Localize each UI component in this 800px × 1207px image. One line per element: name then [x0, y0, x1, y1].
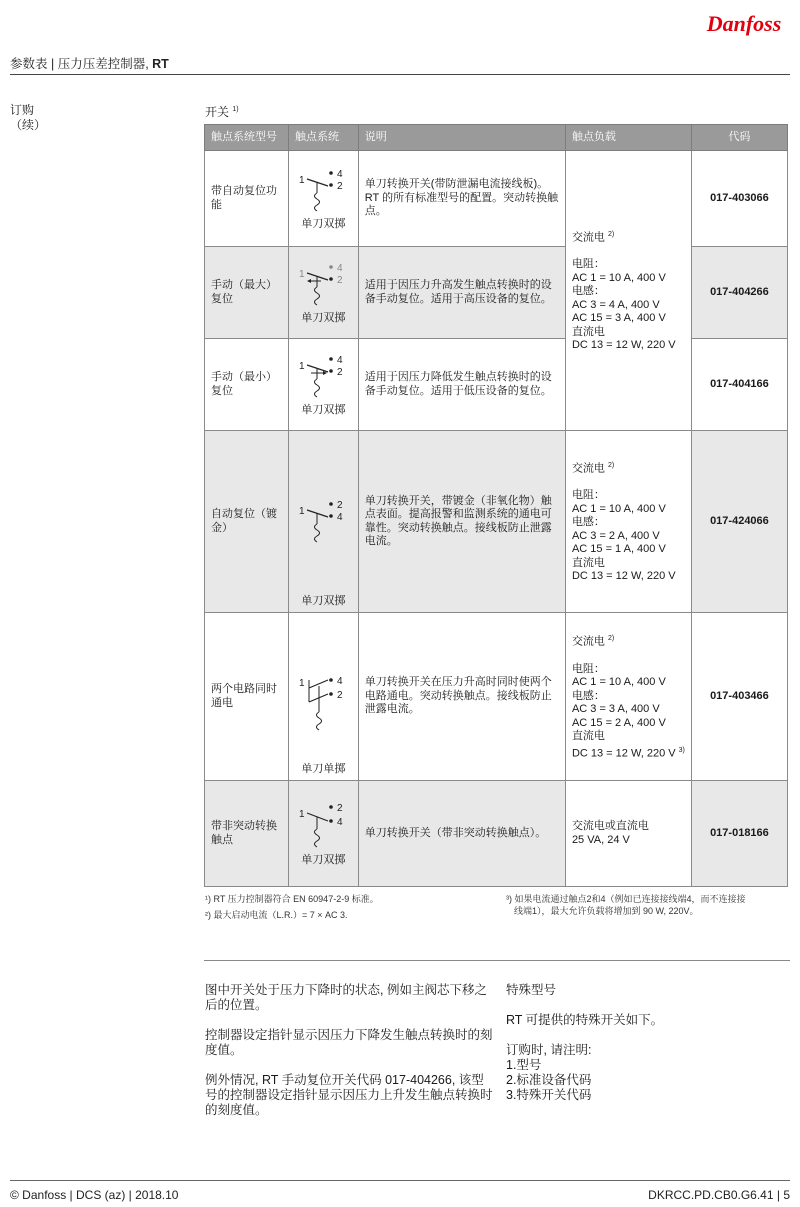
footer-doc-code: DKRCC.PD.CB0.G6.41 | 5 [648, 1188, 790, 1202]
table-row [205, 431, 788, 613]
table-row [205, 781, 788, 887]
footer-copyright: © Danfoss | DCS (az) | 2018.10 [10, 1188, 179, 1202]
svg-text:1: 1 [299, 175, 305, 187]
col-header-system: 触点系统 [288, 125, 358, 151]
row-type: 自动复位（镀金） [205, 431, 289, 613]
spdt-diagram-icon [297, 165, 349, 215]
load-cell-group3: 交流电 $^{2)}$ 电阻： AC 1 = 10 A, 400 V 电感： AC 3 = 3 A, 400 V AC 15 = 2 A, 400 V 直流电 DC 13 = 12 W, 220 V $^{3)}$ [565, 613, 691, 781]
col-header-load: 触点负载 [565, 125, 691, 151]
svg-text:4: 4 [337, 511, 343, 523]
col-header-type: 触点系统型号 [205, 125, 289, 151]
row-type: 带非突动转换触点 [205, 781, 289, 887]
row-description: 单刀转换开关在压力升高时同时使两个电路通电。突动转换触点。接线板防止泄露电流。 [358, 613, 565, 781]
notes-right [506, 983, 790, 1103]
table-row [205, 339, 788, 431]
svg-text:2: 2 [337, 689, 343, 701]
section-title: 开关 $^{1)}$ [205, 105, 239, 119]
table-row [205, 613, 788, 781]
special-models-title: 特殊型号 [506, 983, 557, 997]
svg-text:4: 4 [337, 263, 343, 275]
row-type: 手动（最小）复位 [205, 339, 289, 431]
diagram-caption: 单刀双掷 [301, 218, 346, 231]
row-code: 017-403466 [691, 613, 787, 781]
svg-text:4: 4 [337, 817, 343, 829]
contact-diagram [288, 151, 358, 247]
spdt-gold-diagram-icon [297, 496, 349, 546]
row-code: 017-404166 [691, 339, 787, 431]
row-description: 适用于因压力升高发生触点转换时的设备手动复位。适用于高压设备的复位。 [358, 247, 565, 339]
row-description: 适用于因压力降低发生触点转换时的设备手动复位。适用于低压设备的复位。 [358, 339, 565, 431]
svg-text:1: 1 [299, 269, 305, 281]
svg-text:4: 4 [337, 675, 343, 687]
order-item: 1.型号 [506, 1058, 542, 1072]
row-type: 手动（最大）复位 [205, 247, 289, 339]
logo-wordmark: Danfoss [706, 11, 782, 36]
spdt-min-reset-diagram-icon [297, 351, 349, 401]
page-title: 参数表 | 压力压差控制器, RT [10, 57, 169, 71]
col-header-code: 代码 [691, 125, 787, 151]
row-description: 单刀转换开关，带镀金（非氧化物）触点表面。提高报警和监测系统的通电可靠性。突动转换触点。接线板防止泄露电流。 [358, 431, 565, 613]
contact-diagram [288, 781, 358, 887]
footnote-3: ³) 如果电流通过触点2和4（例如已连接接线端4，而不连接接 线端1），最大允许负载将增加到 90 W, 220V。 [506, 894, 746, 916]
diagram-caption: 单刀双掷 [301, 594, 346, 607]
note-paragraph: RT 可提供的特殊开关如下。 [506, 1013, 664, 1027]
svg-text:1: 1 [299, 677, 305, 689]
svg-text:2: 2 [337, 275, 343, 287]
diagram-caption: 单刀单掷 [301, 762, 346, 775]
svg-text:1: 1 [299, 361, 305, 373]
svg-text:1: 1 [299, 505, 305, 517]
switch-table [204, 124, 788, 887]
contact-diagram [288, 247, 358, 339]
svg-text:4: 4 [337, 355, 343, 367]
section-divider [204, 960, 790, 961]
diagram-caption: 单刀双掷 [301, 404, 346, 417]
note-paragraph: 图中开关处于压力下降时的状态, 例如主阀芯下移之后的位置。 [205, 983, 487, 1012]
load-cell-group4: 交流电或直流电 25 VA, 24 V [565, 781, 691, 887]
row-type: 带自动复位功能 [205, 151, 289, 247]
row-description: 单刀转换开关(带防泄漏电流接线板)。RT 的所有标准型号的配置。突动转换触点。 [358, 151, 565, 247]
col-header-description: 说明 [358, 125, 565, 151]
footnote-1: ¹) RT 压力控制器符合 EN 60947-2-9 标准。 [205, 894, 379, 904]
spdt-max-reset-diagram-icon [297, 259, 349, 309]
contact-diagram [288, 613, 358, 781]
spdt-nonsnap-diagram-icon [297, 799, 349, 851]
load-cell-group2: 交流电 $^{2)}$ 电阻： AC 1 = 10 A, 400 V 电感： AC 3 = 2 A, 400 V AC 15 = 1 A, 400 V 直流电 DC 13 = 12 W, 220 V [565, 431, 691, 613]
row-code: 017-403066 [691, 151, 787, 247]
footnote-2: ²) 最大启动电流（L.R.）= 7 × AC 3. [205, 910, 348, 920]
row-description: 单刀转换开关（带非突动转换触点）。 [358, 781, 565, 887]
note-paragraph: 订购时, 请注明: [506, 1043, 592, 1057]
note-paragraph: 例外情况, RT 手动复位开关代码 017-404266, 该型号的控制器设定指针显示因压力上升发生触点转换时的刻度值。 [205, 1073, 493, 1117]
order-item: 2.标准设备代码 [506, 1073, 592, 1087]
table-header-row [205, 125, 788, 151]
note-paragraph: 控制器设定指针显示因压力下降发生触点转换时的刻度值。 [205, 1028, 493, 1057]
svg-text:2: 2 [337, 803, 343, 815]
svg-text:2: 2 [337, 181, 343, 193]
side-label: 订购 （续） [10, 103, 47, 132]
spst-dual-diagram-icon [297, 672, 349, 734]
svg-text:1: 1 [299, 809, 305, 821]
header-divider [10, 74, 790, 75]
danfoss-logo [698, 6, 790, 42]
contact-diagram [288, 339, 358, 431]
row-code: 017-018166 [691, 781, 787, 887]
row-type: 两个电路同时通电 [205, 613, 289, 781]
diagram-caption: 单刀双掷 [301, 854, 346, 867]
table-row [205, 151, 788, 247]
contact-diagram [288, 431, 358, 613]
notes-left [205, 983, 495, 1133]
row-code: 017-424066 [691, 431, 787, 613]
footer-divider [10, 1180, 790, 1181]
svg-text:4: 4 [337, 169, 343, 181]
load-cell-group1: 交流电 $^{2)}$ 电阻： AC 1 = 10 A, 400 V 电感： AC 3 = 4 A, 400 V AC 15 = 3 A, 400 V 直流电 DC 13 = 12 W, 220 V [565, 151, 691, 431]
diagram-caption: 单刀双掷 [301, 312, 346, 325]
svg-text:2: 2 [337, 499, 343, 511]
row-code: 017-404266 [691, 247, 787, 339]
svg-text:2: 2 [337, 367, 343, 379]
order-item: 3.特殊开关代码 [506, 1088, 592, 1102]
table-row [205, 247, 788, 339]
